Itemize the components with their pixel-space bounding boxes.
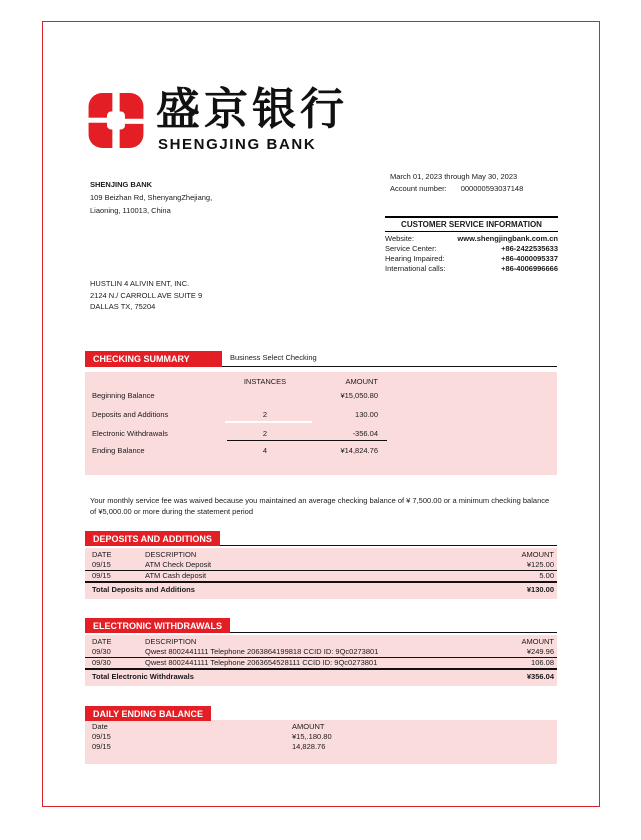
row-label: Deposits and Additions: [92, 410, 169, 419]
cell-date: 09/15: [92, 560, 111, 569]
daily-balance-header-row: [85, 706, 557, 721]
total-label: Total Deposits and Additions: [92, 585, 195, 594]
cell-date: 09/30: [92, 658, 111, 667]
row-label: Electronic Withdrawals: [92, 429, 168, 438]
row-amount: ¥14,824.76: [340, 446, 378, 455]
bank-logo-icon: [88, 92, 144, 149]
row-label: Ending Balance: [92, 446, 145, 455]
cell-description: ATM Cash deposit: [145, 571, 207, 580]
logo-english-text: SHENGJING BANK: [158, 136, 317, 153]
col-description: DESCRIPTION: [145, 550, 197, 559]
total-amount: ¥356.04: [526, 672, 554, 681]
row-instances: 2: [262, 429, 268, 438]
statement-period-block: [390, 171, 560, 195]
cs-label: Hearing Impaired:: [385, 254, 445, 263]
cell-date: 09/15: [92, 732, 111, 741]
cs-value-service-center: +86-2422535633: [501, 244, 558, 253]
col-instances: INSTANCES: [243, 377, 287, 386]
table-row: [85, 446, 557, 456]
logo-chinese-text: 盛京银行: [156, 84, 348, 135]
total-label: Total Electronic Withdrawals: [92, 672, 194, 681]
cell-date: 09/15: [92, 571, 111, 580]
row-instances: 4: [262, 446, 268, 455]
deposits-table: [85, 548, 557, 599]
checking-summary-table: [85, 372, 557, 475]
deposits-column-headers: [85, 550, 557, 560]
cell-date: 09/15: [92, 742, 111, 751]
bank-address-line2: Liaoning, 110013, China: [90, 206, 171, 215]
service-fee-note: Your monthly service fee was waived because you maintained an average checking balance of ¥ 7,500.00 or a minimum checking balance of ¥5,000.00 or more during the statement period: [90, 496, 550, 516]
account-number-label: Account number:: [390, 184, 447, 193]
customer-service-row: [385, 244, 558, 254]
table-row: [85, 742, 557, 752]
recipient-line3: DALLAS TX, 75204: [90, 302, 156, 311]
table-row: [85, 410, 557, 420]
customer-service-rows: [385, 232, 558, 274]
table-row: [85, 391, 557, 401]
account-number-value: 000000593037148: [460, 184, 524, 193]
recipient-line1: HUSTLIN 4 ALIVIN ENT, INC.: [90, 279, 190, 288]
cs-label: International calls:: [385, 264, 446, 273]
checking-summary-subtitle: Business Select Checking: [230, 353, 317, 362]
cell-amount: 5.00: [539, 571, 554, 580]
row-label: Beginning Balance: [92, 391, 155, 400]
checking-summary-header: CHECKING SUMMARY: [85, 351, 222, 367]
col-amount: AMOUNT: [292, 722, 325, 731]
customer-service-row: [385, 234, 558, 244]
table-row: [85, 647, 557, 658]
table-row: [85, 732, 557, 742]
cell-amount: ¥249.96: [526, 647, 554, 656]
cell-amount: 14,828.76: [292, 742, 326, 751]
bank-address-name: SHENJING BANK: [90, 180, 153, 189]
cell-amount: ¥125.00: [526, 560, 554, 569]
total-amount: ¥130.00: [526, 585, 554, 594]
cs-value-international: +86-4006996666: [501, 264, 558, 273]
recipient-address: [90, 278, 202, 313]
cs-label: Website:: [385, 234, 415, 243]
row-instances: 2: [262, 410, 268, 419]
withdrawals-header: ELECTRONIC WITHDRAWALS: [85, 618, 230, 633]
cell-description: Qwest 8002441111 Telephone 2063864199818 CCID ID: 9Qc0273801: [145, 647, 379, 656]
bank-address-line1: 109 Beizhan Rd, ShenyangZhejiang,: [90, 193, 213, 202]
daily-balance-column-headers: [85, 722, 557, 732]
row-amount: -356.04: [352, 429, 378, 438]
daily-balance-table: [85, 720, 557, 764]
col-date: DATE: [92, 637, 112, 646]
cell-description: Qwest 8002441111 Telephone 2063654528111 CCID ID: 9Qc0273801: [145, 658, 378, 667]
customer-service-row: [385, 254, 558, 264]
deposits-header-row: [85, 531, 557, 546]
customer-service-title: CUSTOMER SERVICE INFORMATION: [385, 216, 558, 232]
cell-date: 09/30: [92, 647, 111, 656]
cell-amount: ¥15,.180.80: [292, 732, 332, 741]
col-amount: AMOUNT: [345, 377, 378, 386]
cs-label: Service Center:: [385, 244, 437, 253]
daily-balance-header: DAILY ENDING BALANCE: [85, 706, 211, 721]
account-number-row: [390, 183, 560, 195]
withdrawals-column-headers: [85, 637, 557, 647]
withdrawals-table: [85, 635, 557, 686]
customer-service-row: [385, 264, 558, 274]
withdrawals-header-row: [85, 618, 557, 633]
cell-description: ATM Check Deposit: [145, 560, 212, 569]
table-row: [85, 658, 557, 670]
cs-value-website: www.shengjingbank.com.cn: [457, 234, 558, 243]
checking-summary-header-row: [85, 351, 557, 367]
col-date: DATE: [92, 550, 112, 559]
summary-column-headers: [85, 377, 557, 387]
deposits-total-row: [85, 583, 557, 596]
deposits-header: DEPOSITS AND ADDITIONS: [85, 531, 220, 546]
col-amount: AMOUNT: [521, 550, 554, 559]
col-amount: AMOUNT: [521, 637, 554, 646]
col-description: DESCRIPTION: [145, 637, 197, 646]
row-amount: ¥15,050.80: [340, 391, 378, 400]
summary-divider-white: [225, 421, 312, 423]
cs-value-hearing-impaired: +86-4000095337: [501, 254, 558, 263]
customer-service-panel: [385, 216, 558, 274]
statement-period: March 01, 2023 through May 30, 2023: [390, 172, 518, 181]
summary-divider-black: [227, 440, 387, 441]
table-row: [85, 571, 557, 583]
col-date: Date: [92, 722, 108, 731]
row-amount: 130.00: [355, 410, 378, 419]
cell-amount: 106.08: [531, 658, 554, 667]
withdrawals-total-row: [85, 670, 557, 683]
recipient-line2: 2124 N./ CARROLL AVE SUITE 9: [90, 290, 203, 300]
table-row: [85, 560, 557, 571]
table-row: [85, 429, 557, 439]
bank-address: [90, 178, 212, 217]
